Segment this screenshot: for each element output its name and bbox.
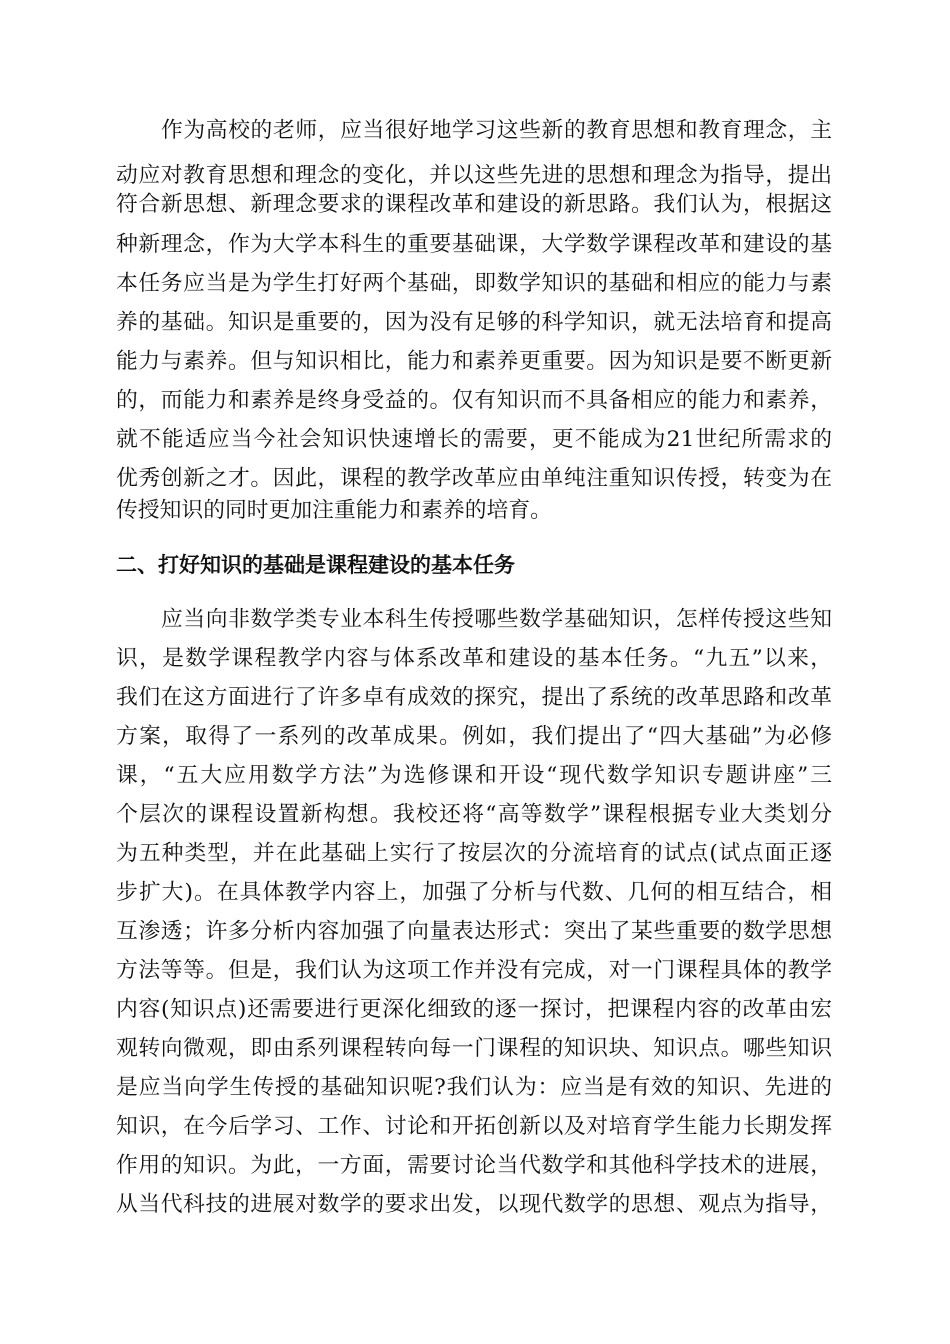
paragraph-2-line-16: 从当代科技的进展对数学的要求出发，以现代数学的思想、观点为指导， <box>116 1192 832 1217</box>
paragraph-2-line-12: 观转向微观，即由系列课程转向每一门课程的知识块、知识点。哪些知识 <box>116 1036 832 1061</box>
paragraph-2-line-6: 个层次的课程设置新构想。我校还将“高等数学”课程根据专业大类划分 <box>116 802 832 827</box>
paragraph-1-line-2: 动应对教育思想和理念的变化，并以这些先进的思想和理念为指导，提出 <box>116 163 832 188</box>
paragraph-1-line-5: 本任务应当是为学生打好两个基础，即数学知识的基础和相应的能力与素 <box>116 271 832 296</box>
paragraph-1-line-6: 养的基础。知识是重要的，因为没有足够的科学知识，就无法培育和提高 <box>116 310 832 335</box>
paragraph-2-line-2: 识，是数学课程教学内容与体系改革和建设的基本任务。“九五”以来， <box>116 646 832 671</box>
paragraph-2-line-8: 步扩大)。在具体教学内容上，加强了分析与代数、几何的相互结合，相 <box>116 880 832 905</box>
paragraph-1-line-11: 传授知识的同时更加注重能力和素养的培育。 <box>116 498 552 523</box>
paragraph-2-line-10: 方法等等。但是，我们认为这项工作并没有完成，对一门课程具体的教学 <box>116 958 832 983</box>
paragraph-2-line-14: 知识，在今后学习、工作、讨论和开拓创新以及对培育学生能力长期发挥 <box>116 1114 832 1139</box>
paragraph-1-line-7: 能力与素养。但与知识相比，能力和素养更重要。因为知识是要不断更新 <box>116 349 832 374</box>
paragraph-2-line-4: 方案，取得了一系列的改革成果。例如，我们提出了“四大基础”为必修 <box>116 724 832 749</box>
paragraph-2-line-7: 为五种类型，并在此基础上实行了按层次的分流培育的试点(试点面正逐 <box>116 841 832 866</box>
paragraph-1-line-3: 符合新思想、新理念要求的课程改革和建设的新思路。我们认为，根据这 <box>116 192 832 217</box>
paragraph-1-line-9: 就不能适应当今社会知识快速增长的需要，更不能成为21世纪所需求的 <box>116 427 832 452</box>
paragraph-1-line-10: 优秀创新之才。因此，课程的教学改革应由单纯注重知识传授，转变为在 <box>116 466 832 491</box>
section-heading: 二、打好知识的基础是课程建设的基本任务 <box>116 553 515 577</box>
paragraph-1-line-4: 种新理念，作为大学本科生的重要基础课，大学数学课程改革和建设的基 <box>116 232 832 257</box>
paragraph-2-line-9: 互渗透；许多分析内容加强了向量表达形式：突出了某些重要的数学思想 <box>116 919 832 944</box>
paragraph-2-line-5: 课，“五大应用数学方法”为选修课和开设“现代数学知识专题讲座”三 <box>116 763 832 788</box>
paragraph-1-line-8: 的，而能力和素养是终身受益的。仅有知识而不具备相应的能力和素养， <box>116 388 832 413</box>
paragraph-2-line-1: 应当向非数学类专业本科生传授哪些数学基础知识，怎样传授这些知 <box>161 607 832 632</box>
paragraph-1-line-1: 作为高校的老师，应当很好地学习这些新的教育思想和教育理念，主 <box>161 118 832 143</box>
paragraph-2-line-13: 是应当向学生传授的基础知识呢?我们认为：应当是有效的知识、先进的 <box>116 1075 832 1100</box>
paragraph-2-line-11: 内容(知识点)还需要进行更深化细致的逐一探讨，把课程内容的改革由宏 <box>116 997 832 1022</box>
paragraph-2-line-15: 作用的知识。为此，一方面，需要讨论当代数学和其他科学技术的进展， <box>116 1153 832 1178</box>
paragraph-2-line-3: 我们在这方面进行了许多卓有成效的探究，提出了系统的改革思路和改革 <box>116 685 832 710</box>
